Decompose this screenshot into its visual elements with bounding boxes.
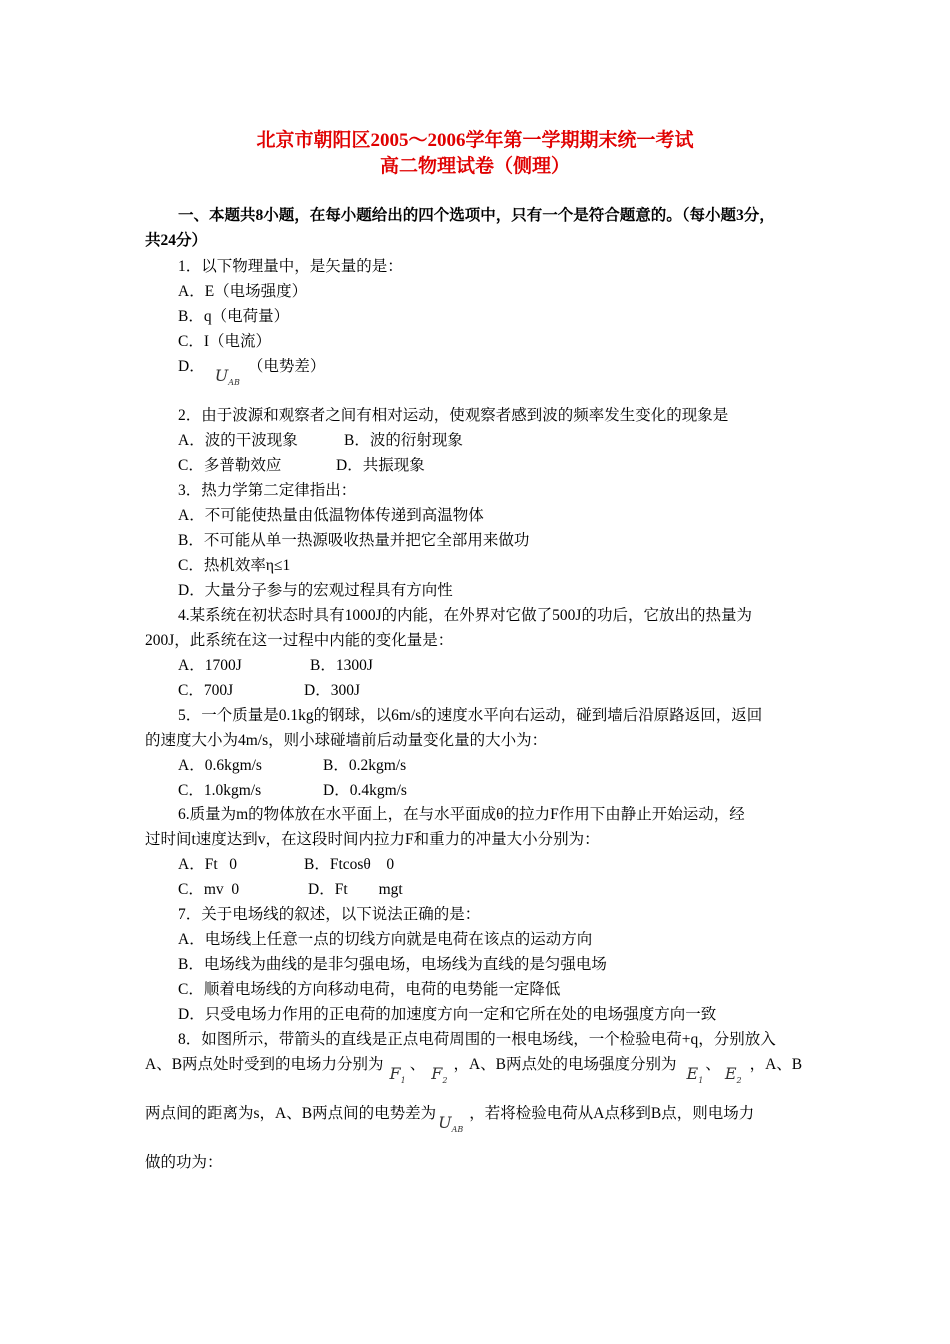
q4-option-b: B．1300J	[310, 657, 373, 674]
q7-option-a: A．电场线上任意一点的切线方向就是电荷在该点的运动方向	[178, 931, 593, 948]
voltage-symbol-uab: $U_{AB}$	[438, 1113, 464, 1135]
q5-stem-cont: 的速度大小为4m/s，则小球碰墙前后动量变化量的大小为：	[145, 732, 548, 749]
q1-option-d-text: （电势差）	[247, 358, 326, 375]
q7-option-d: D．只受电场力作用的正电荷的加速度方向一定和它所在处的电场强度方向一致	[178, 1006, 717, 1023]
q7-stem: 7．关于电场线的叙述，以下说法正确的是：	[178, 906, 481, 923]
q2-option-d: D．共振现象	[336, 457, 425, 474]
q1-option-c: C．I（电流）	[178, 333, 272, 350]
q7-option-c: C．顺着电场线的方向移动电荷，电荷的电势能一定降低	[178, 981, 561, 998]
q8-stem-line2: A、B两点处时受到的电场力分别为 $F_1$、 $F_2$，A、B两点处的电场强度分别为 $E_1$、 $E_2$，A、B	[145, 1056, 803, 1086]
q5-option-b: B．0.2kgm/s	[323, 757, 407, 774]
exam-title: 北京市朝阳区2005～2006学年第一学期期末统一考试	[256, 130, 694, 151]
q4-option-a: A．1700J	[178, 657, 242, 674]
field-symbol-e1: $E_1$	[686, 1064, 704, 1086]
q5-option-a: A．0.6kgm/s	[178, 757, 262, 774]
q2-option-b: B．波的衍射现象	[344, 432, 463, 449]
q5-option-d: D．0.4kgm/s	[323, 782, 407, 799]
q8-stem-line3: 两点间的距离为s，A、B两点间的电势差为 $U_{AB}$，若将检验电荷从A点移到B点，则电场力	[145, 1105, 755, 1135]
voltage-symbol: $U_{AB}$	[214, 366, 240, 388]
q4-option-c: C．700J	[178, 682, 234, 699]
q8-stem: 8．如图所示，带箭头的直线是正点电荷周围的一根电场线，一个检验电荷+q，分别放入	[178, 1031, 776, 1048]
q1-option-a: A．E（电场强度）	[178, 283, 308, 300]
q1-option-d	[178, 354, 326, 388]
q3-option-b: B．不可能从单一热源吸收热量并把它全部用来做功	[178, 532, 530, 549]
q1-option-b: B．q（电荷量）	[178, 308, 290, 325]
q4-option-d: D．300J	[304, 682, 360, 699]
q2-option-c: C．多普勒效应	[178, 457, 282, 474]
q1-stem: 1．以下物理量中，是矢量的是：	[178, 258, 403, 275]
q2-option-a: A．波的干波现象	[178, 432, 298, 449]
q6-option-d: D．Ft mgt	[308, 881, 403, 898]
q5-option-c: C．1.0kgm/s	[178, 782, 262, 799]
force-symbol-f1: $F_1$	[389, 1064, 406, 1086]
q7-option-b: B．电场线为曲线的是非匀强电场，电场线为直线的是匀强电场	[178, 956, 607, 973]
q8-stem-line4: 做的功为：	[145, 1154, 223, 1171]
q6-option-c: C．mv 0	[178, 881, 240, 898]
q1-option-d-prefix: D．	[178, 358, 205, 375]
q2-stem: 2．由于波源和观察者之间有相对运动，使观察者感到波的频率发生变化的现象是	[178, 407, 729, 424]
exam-subtitle: 高二物理试卷（侧理）	[379, 156, 570, 177]
q6-stem-cont: 过时间t速度达到v，在这段时间内拉力F和重力的冲量大小分别为：	[145, 831, 600, 848]
q6-option-a: A．Ft 0	[178, 856, 237, 873]
q3-option-c: C．热机效率η≤1	[178, 557, 291, 574]
q4-stem-cont: 200J，此系统在这一过程中内能的变化量是：	[145, 632, 454, 649]
q6-stem: 6.质量为m的物体放在水平面上，在与水平面成θ的拉力F作用下由静止开始运动，经	[178, 806, 745, 823]
q3-option-a: A．不可能使热量由低温物体传递到高温物体	[178, 507, 484, 524]
q3-option-d: D．大量分子参与的宏观过程具有方向性	[178, 582, 453, 599]
section-heading-cont: 共24分）	[145, 232, 208, 249]
section-heading: 一、本题共8小题，在每小题给出的四个选项中，只有一个是符合题意的。（每小题3分，	[178, 207, 775, 224]
field-symbol-e2: $E_2$	[724, 1064, 742, 1086]
force-symbol-f2: $F_2$	[431, 1064, 448, 1086]
q4-stem: 4.某系统在初状态时具有1000J的内能，在外界对它做了500J的功后，它放出的热量为	[178, 607, 752, 624]
q5-stem: 5．一个质量是0.1kg的钢球，以6m/s的速度水平向右运动，碰到墙后沿原路返回，返回	[178, 707, 763, 724]
q3-stem: 3．热力学第二定律指出：	[178, 482, 357, 499]
q6-option-b: B．Ftcosθ 0	[304, 856, 395, 873]
